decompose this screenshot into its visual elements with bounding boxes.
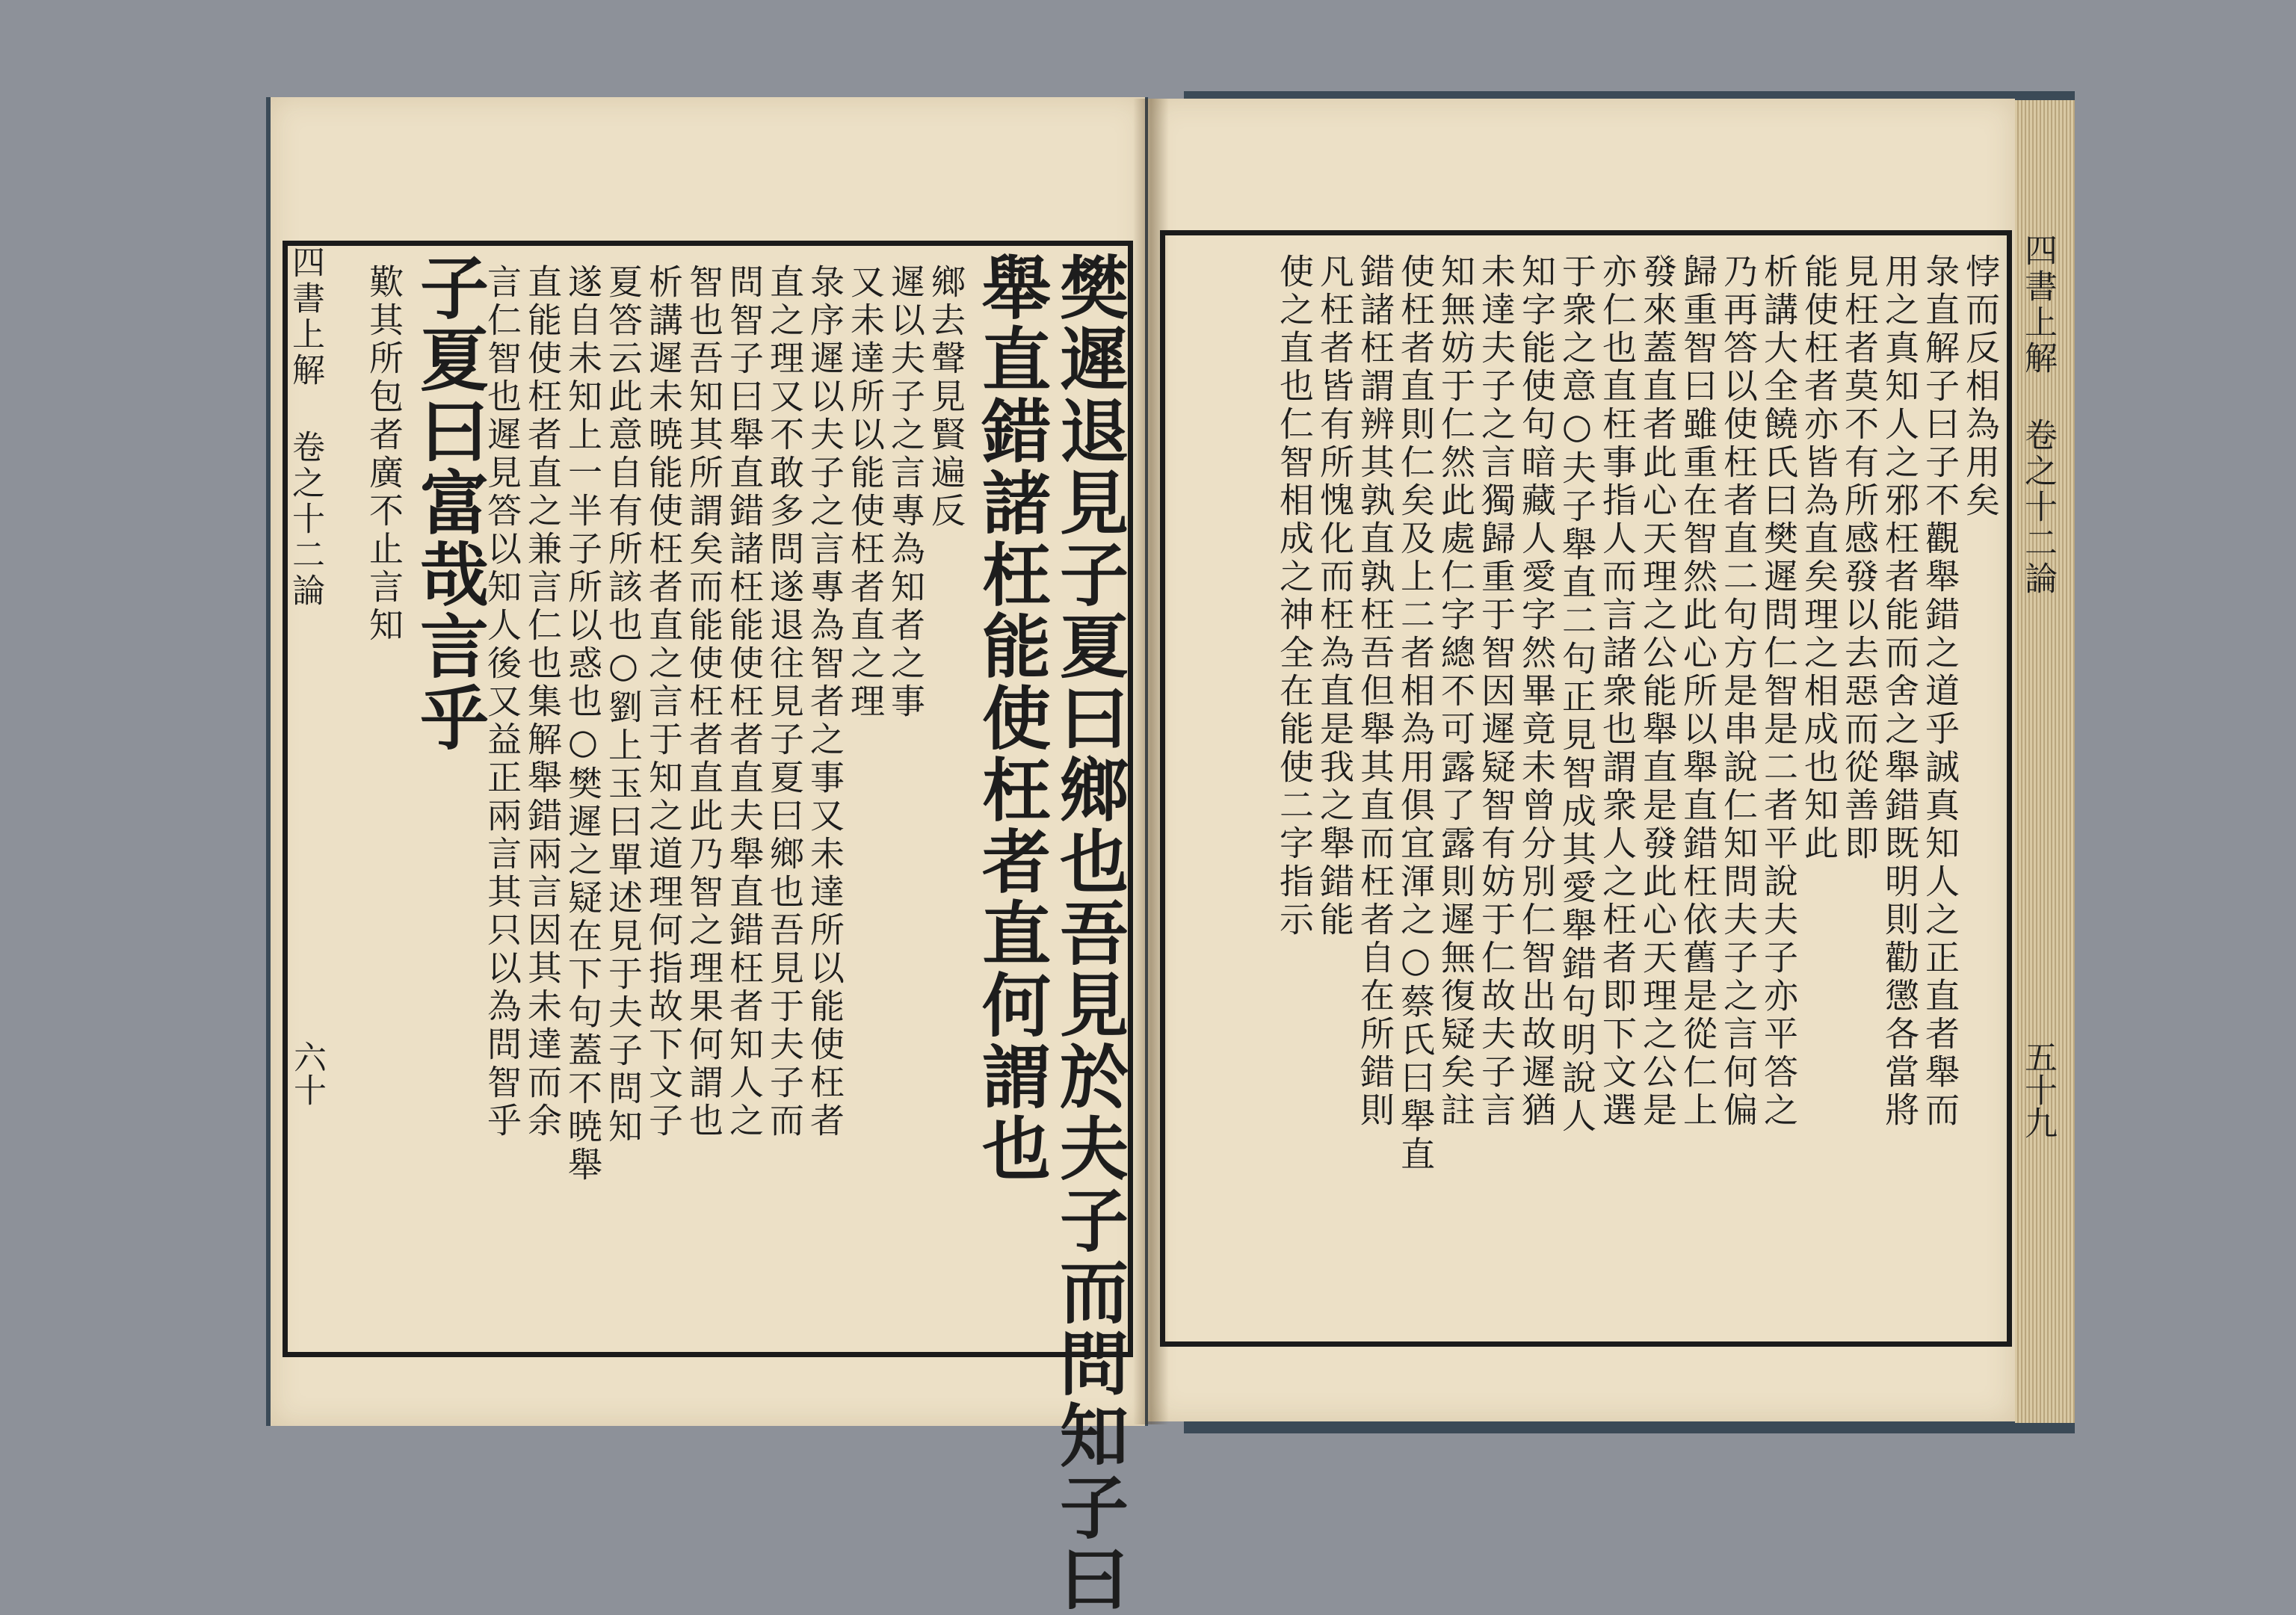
left-text-column: 析講遲未暁能使枉者直之言于知之道理何指故下文子 xyxy=(644,264,684,1140)
left-text-column: 言仁智也遲見答以知人後又益正兩言其只以為問智乎 xyxy=(482,264,522,1140)
left-text-column: 歎其所包者廣不止言知 xyxy=(364,264,404,645)
left-text-column: 舉直錯諸枉能使枉者直何謂也 xyxy=(971,252,1052,1185)
right-text-column: 悖而反相為用矣 xyxy=(1960,253,2001,520)
right-text-column: 使之直也仁智相成之神全在能使二字指示 xyxy=(1274,253,1315,939)
right-text-column: 未達夫子之言獨歸重于智因遲疑智有妨于仁故夫子言 xyxy=(1476,253,1516,1130)
open-book xyxy=(266,91,2075,1615)
left-text-column: 遂自未知上一半子所以惑也○樊遲之疑在下句蓋不暁舉 xyxy=(563,264,603,1185)
left-text-column: 直之理又不敢多問遂退往見子夏曰鄉也吾見于夫子而 xyxy=(765,264,805,1140)
left-text-column: 彔序遲以夫子之言專為智者之事又未達所以能使枉者 xyxy=(805,264,845,1140)
right-text-column: 用之真知人之邪枉者能而舍之舉錯既明則勸懲各當將 xyxy=(1880,253,1920,1130)
right-text-column: 使枉者直則仁矣及上二者相為用俱宜渾之○蔡氏曰舉直 xyxy=(1395,253,1436,1174)
left-text-column: 鄉去聲見賢遍反 xyxy=(926,264,966,531)
right-text-column: 于衆之意○夫子舉直二句正見智成其愛舉錯句明說人 xyxy=(1557,253,1597,1136)
right-text-column: 見枉者莫不有所感發以去惡而從善即 xyxy=(1839,253,1880,863)
right-text-column: 發來蓋直者此心天理之公能舉直是發此心天理之公是 xyxy=(1638,253,1678,1130)
right-page-number: 五十九 xyxy=(2019,1040,2057,1139)
left-text-column: 問智子曰舉直錯諸枉能使枉者直夫舉直錯枉者知人之 xyxy=(724,264,765,1140)
left-text-column: 直能使枉者直之兼言仁也集解舉錯兩言因其未達而余 xyxy=(522,264,563,1140)
right-text-column: 析講大全饒氏曰樊遲問仁智是二者平說夫子亦平答之 xyxy=(1759,253,1799,1130)
right-text-column: 彔直解子曰子不觀舉錯之道乎誠真知人之正直者舉而 xyxy=(1920,253,1960,1130)
right-text-column: 乃再答以使枉者直二句方是串說仁知問夫子之言何偏 xyxy=(1718,253,1759,1130)
right-text-column: 亦仁也直枉事指人而言諸衆也謂衆人之枉者即下文選 xyxy=(1597,253,1638,1130)
right-text-frame xyxy=(1160,230,2012,1347)
right-text-column: 能使枉者亦皆為直矣理之相成也知此 xyxy=(1799,253,1839,863)
right-text-column: 知字能使句暗藏人愛字然畢竟未曾分別仁智出故遲猶 xyxy=(1516,253,1557,1130)
left-text-column: 遲以夫子之言專為知者之事 xyxy=(886,264,926,721)
right-text-column: 知無妨于仁然此處仁字總不可露了露則遲無復疑矣註 xyxy=(1436,253,1476,1130)
right-margin-title: 四書上解 卷之十二論 xyxy=(2019,233,2057,597)
right-text-column: 凡枉者皆有所愧化而枉為直是我之舉錯能 xyxy=(1315,253,1355,939)
left-text-column: 又未達所以能使枉者直之理 xyxy=(845,264,886,721)
left-margin-title: 四書上解 卷之十二論 xyxy=(286,245,324,609)
right-text-column: 歸重智曰雖重在智然此心所以舉直錯枉依舊是從仁上 xyxy=(1678,253,1718,1130)
left-text-frame xyxy=(283,241,1133,1615)
left-text-column: 智也吾知其所謂矣而能使枉者直此乃智之理果何謂也 xyxy=(684,264,724,1140)
left-text-column: 樊遲退見子夏曰鄉也吾見於夫子而問知子曰 xyxy=(1049,252,1129,1615)
left-text-column: 夏答云此意自有所該也○劉上玉曰單述見于夫子問知 xyxy=(603,264,644,1146)
left-text-column: 子夏曰富哉言乎 xyxy=(409,252,490,754)
right-text-column: 錯諸枉謂辨其孰直孰枉吾但舉其直而枉者自在所錯則 xyxy=(1355,253,1395,1130)
left-page-number: 六十 xyxy=(288,1040,326,1106)
